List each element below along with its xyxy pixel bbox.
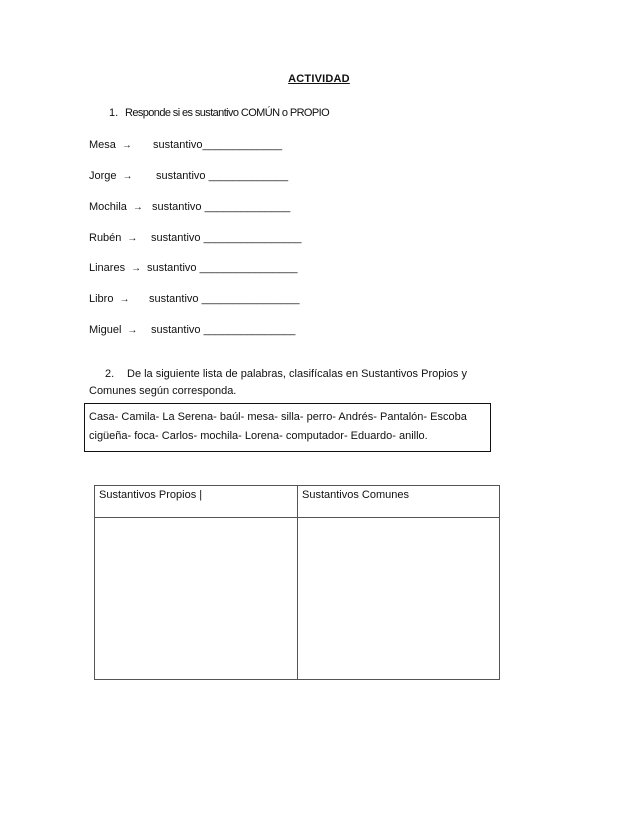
section2-instruction-block [89, 366, 489, 400]
item-word: Rubén [89, 232, 122, 244]
arrow-right-icon: → [121, 140, 132, 151]
item-answer-line: sustantivo ______________ [152, 201, 291, 213]
item-word: Linares [89, 262, 126, 274]
header-proper-nouns: Sustantivos Propios | [95, 486, 298, 518]
list-item [89, 293, 300, 305]
arrow-right-icon: → [122, 171, 133, 182]
list-item [89, 262, 298, 274]
item-answer-line: sustantivo _____________ [156, 170, 289, 182]
arrow-right-icon: → [132, 202, 143, 213]
arrow-right-icon: → [131, 263, 142, 274]
section2-instruction: De la siguiente lista de palabras, clasifícalas en Sustantivos Propios y Comunes según corresponda. [89, 368, 467, 397]
header-common-nouns: Sustantivos Comunes [298, 486, 500, 518]
arrow-right-icon: → [127, 233, 138, 244]
list-item [89, 139, 283, 151]
proper-nouns-answer-cell[interactable] [95, 518, 298, 680]
section1-heading [109, 107, 329, 119]
arrow-right-icon: → [119, 294, 130, 305]
item-word: Libro [89, 293, 114, 305]
word-list-box: Casa- Camila- La Serena- baúl- mesa- silla- perro- Andrés- Pantalón- Escoba cigüeña- foca- Carlos- mochila- Lorena- computador- Eduardo- anillo. [84, 403, 491, 452]
page-title: ACTIVIDAD [288, 73, 350, 85]
item-word: Jorge [89, 170, 117, 182]
item-word: Miguel [89, 324, 122, 336]
item-answer-line: sustantivo ________________ [149, 293, 300, 305]
section1-instruction: Responde si es sustantivo COMÚN o PROPIO [125, 107, 330, 119]
section1-number: 1. [109, 107, 119, 119]
item-answer-line: sustantivo ________________ [147, 262, 298, 274]
classification-table [94, 485, 500, 680]
list-item [89, 232, 302, 244]
table-header-row [95, 486, 500, 518]
item-answer-line: sustantivo ________________ [151, 232, 302, 244]
list-item [89, 201, 291, 213]
item-answer-line: sustantivo_____________ [153, 139, 283, 151]
item-answer-line: sustantivo _______________ [151, 324, 296, 336]
item-word: Mesa [89, 139, 116, 151]
table-row [95, 518, 500, 680]
common-nouns-answer-cell[interactable] [298, 518, 500, 680]
section2-number: 2. [105, 368, 115, 380]
arrow-right-icon: → [127, 325, 138, 336]
item-word: Mochila [89, 201, 127, 213]
list-item [89, 170, 289, 182]
list-item [89, 324, 296, 336]
